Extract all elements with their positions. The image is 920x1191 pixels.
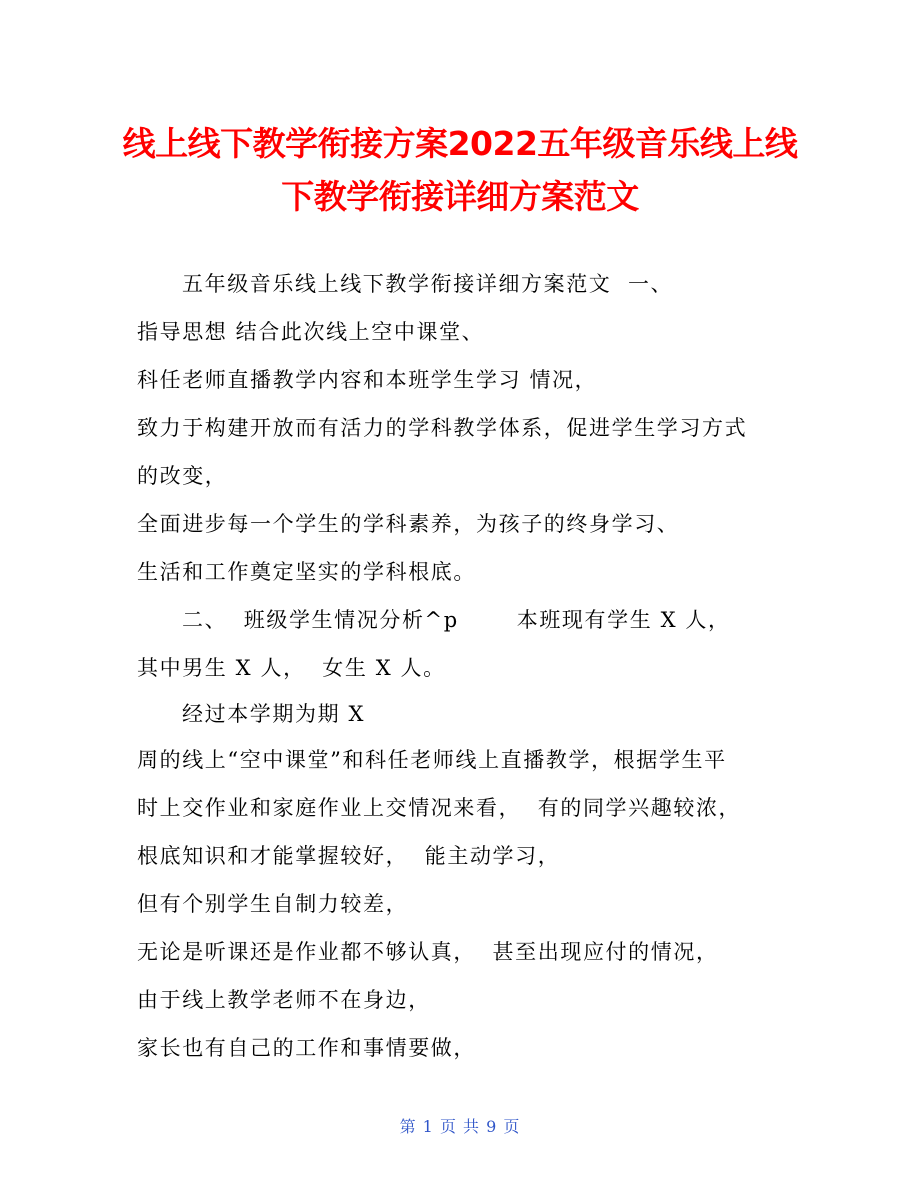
body-line: 二、 班级学生情况分析^p 本班现有学生 X 人， [182, 608, 731, 632]
body-line: 科任老师直播教学内容和本班学生学习 情况， [137, 368, 598, 392]
body-line: 家长也有自己的工作和事情要做， [137, 1036, 476, 1060]
document-title-line-1: 线上线下教学衔接方案2022五年级音乐线上线 [122, 124, 798, 163]
body-line: 时上交作业和家庭作业上交情况来看， 有的同学兴趣较浓， [137, 796, 742, 820]
body-line: 根底知识和才能掌握较好， 能主动学习， [137, 844, 561, 868]
body-line: 五年级音乐线上线下教学衔接详细方案范文 一、 [182, 272, 674, 296]
body-line: 生活和工作奠定坚实的学科根底。 [137, 560, 476, 584]
page-number-footer: 第 1 页 共 9 页 [399, 1117, 521, 1136]
body-line: 指导思想 结合此次线上空中课堂、 [137, 320, 485, 344]
body-line: 全面进步每一个学生的学科素养，为孩子的终身学习、 [137, 512, 680, 536]
body-line: 但有个别学生自制力较差， [137, 892, 409, 916]
body-line: 经过本学期为期 X [182, 702, 366, 726]
body-line: 的改变， [137, 464, 228, 488]
body-line: 无论是听课还是作业都不够认真， 甚至出现应付的情况， [137, 940, 719, 964]
body-line: 致力于构建开放而有活力的学科教学体系，促进学生学习方式 [137, 416, 748, 440]
body-line: 周的线上“空中课堂”和科任老师线上直播教学，根据学生平 [137, 748, 727, 772]
body-line: 其中男生 X 人， 女生 X 人。 [137, 656, 446, 680]
document-title-line-2: 下教学衔接详细方案范文 [281, 177, 639, 216]
body-line: 由于线上教学老师不在身边， [137, 988, 431, 1012]
